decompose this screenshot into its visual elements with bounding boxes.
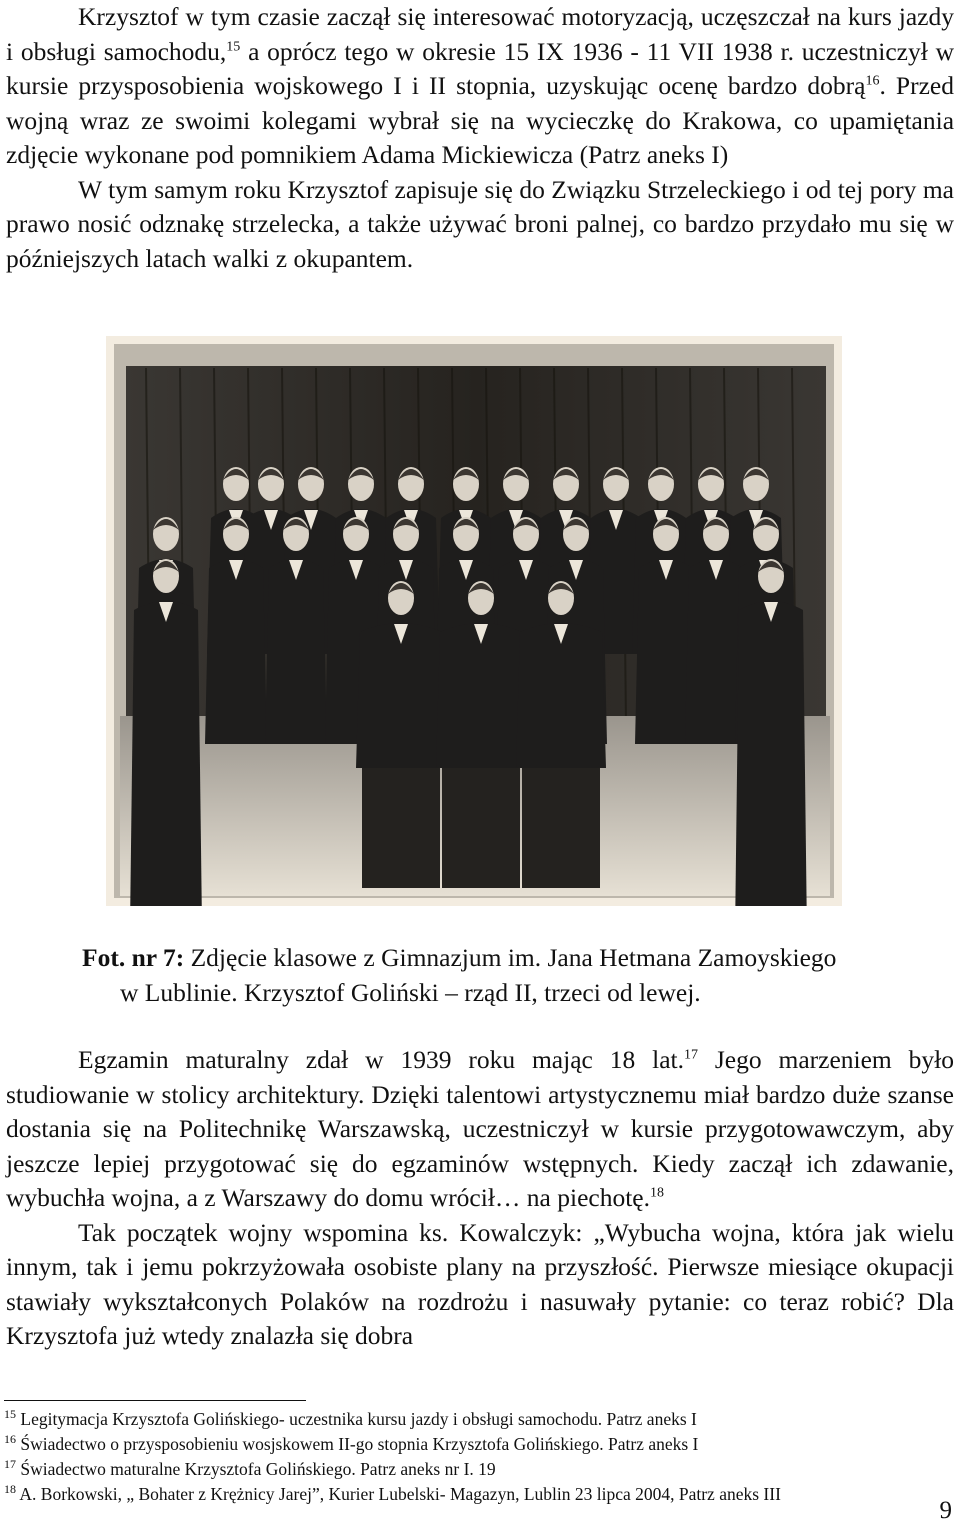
caption-label: Fot. nr 7: <box>82 943 185 972</box>
footnote-ref[interactable]: 15 <box>226 39 241 54</box>
footnote-text: Świadectwo o przysposobieniu wosjskowem II-go stopnia Krzysztofa Golińskiego. Patrz aneks I <box>16 1434 699 1454</box>
page-number: 9 <box>939 1497 952 1524</box>
text-line: 1938 r. uczestniczył w kursie przysposobienia wojskowego I i II stopnia, <box>6 36 955 100</box>
text-line: Krzysztof w tym czasie zaczął się interesować motoryzacją, uczęszczał na <box>78 2 841 31</box>
text-run: Egzamin maturalny zdał w 1939 roku mając 18 lat. <box>78 1045 684 1074</box>
footnote-ref[interactable]: 18 <box>650 1185 664 1201</box>
footnote-number: 15 <box>4 1407 16 1422</box>
text-line: a oprócz tego w okresie 15 IX 1936 - 11 VII <box>240 36 714 66</box>
text-line: . Przed wojną wraz ze swoimi kolegami wybrał <box>6 71 954 135</box>
paragraph-wojna: Tak początek wojny wspomina ks. Kowalczyk: „Wybucha wojna, która jak wielu innym, tak i jemu pokrzyżowała osobiste plany na przyszłość. Pierwsze miesiące okupacji stawiały wykształconych Polaków na rozdrożu i nasuwały pytanie: co teraz robić? Dla Krzysztofa już wtedy znalazła się dobra <box>6 1217 954 1350</box>
photo-caption-line2: w Lublinie. Krzysztof Goliński – rząd II, trzeci od lewej. <box>120 978 701 1007</box>
footnote-ref[interactable]: 17 <box>683 1047 698 1063</box>
text-line: się na wycieczkę do Krakowa, co upamiętania zdjęcie wykonane pod <box>6 105 955 169</box>
class-photo-image <box>106 336 842 906</box>
footnote-separator <box>4 1400 306 1401</box>
body-text-top <box>6 0 954 276</box>
paragraph-motoryzacja <box>6 0 954 173</box>
footnote-15 <box>4 1407 954 1432</box>
text-line: kurs jazdy i obsługi samochodu, <box>6 2 955 66</box>
text-line: uzyskując ocenę bardzo dobrą <box>546 71 866 100</box>
photo-caption-line1 <box>82 941 960 975</box>
footnote-17 <box>4 1457 954 1482</box>
footnote-text: Legitymacja Krzysztofa Golińskiego- uczestnika kursu jazdy i obsługi samochodu. Patrz aneks I <box>16 1409 697 1429</box>
class-photo <box>106 336 842 906</box>
footnote-text: Świadectwo maturalne Krzysztofa Golińskiego. Patrz aneks nr I. 19 <box>16 1459 496 1479</box>
text-run: Jego marzeniem było studiowanie w stolicy architektury. Dzięki talentowi artystycznemu miał bardzo duże szanse dostania się na Politechnikę Warszawską, uczestniczył w kursie przygotowawczym, aby jeszcze lepiej przygotować się do egzaminów wstępnych. Kiedy zaczął ich zdawanie, wybuchła wojna, a z Warszawy do domu wrócił… na piechotę. <box>6 1045 954 1212</box>
footnote-ref[interactable]: 16 <box>865 73 880 89</box>
footnote-number: 16 <box>4 1432 16 1447</box>
body-text-bottom <box>6 1043 954 1354</box>
text-line: pomnikiem Adama Mickiewicza (Patrz aneks I) <box>240 140 729 169</box>
paragraph-matura <box>6 1043 954 1216</box>
caption-text: Zdjęcie klasowe z Gimnazjum im. Jana Hetmana Zamoyskiego <box>184 943 837 972</box>
person-figure <box>130 559 202 906</box>
person-figure <box>735 559 807 906</box>
footnote-number: 18 <box>4 1482 16 1497</box>
footnotes <box>4 1407 954 1507</box>
footnote-16 <box>4 1432 954 1457</box>
footnote-18 <box>4 1482 954 1507</box>
footnote-text: A. Borkowski, „ Bohater z Krężnicy Jarej”, Kurier Lubelski- Magazyn, Lublin 23 lipca 2004, Patrz aneks III <box>16 1484 781 1504</box>
paragraph-strzelec: W tym samym roku Krzysztof zapisuje się do Związku Strzeleckiego i od tej pory ma prawo nosić odznakę strzelecka, a także używać broni palnej, co bardzo przydało mu się w późniejszych latach walki z okupantem. <box>6 174 954 273</box>
footnote-number: 17 <box>4 1457 16 1472</box>
